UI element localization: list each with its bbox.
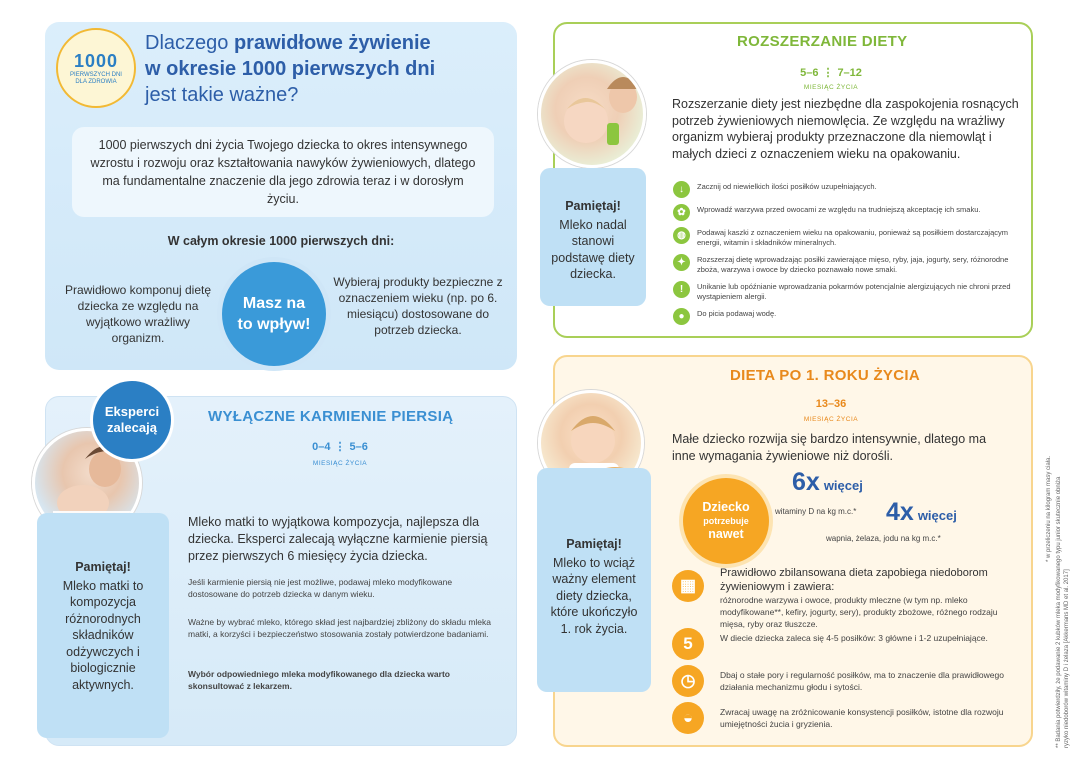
- footnote-study-2: ryzyko niedoborów witaminy D i żelaza [Akkermans MD et al. 2017]: [1064, 569, 1070, 748]
- balanced-diet-text: różnorodne warzywa i owoce, produkty mleczne (w tym np. mleko modyfikowane**, kefiry, jogurty, sery), produkty zbożowe, różnego rodzaju mięsa, ryby oraz tłuszcze.: [720, 595, 998, 629]
- variety-icon: ✦: [673, 254, 690, 271]
- breastfeeding-remember-box: [37, 513, 169, 738]
- impact-circle: Masz na to wpływ!: [222, 262, 326, 366]
- breastfeeding-range-unit: MIESIĄC ŻYCIA: [312, 460, 368, 467]
- 1000-days-logo: [56, 28, 136, 108]
- footnotes: [1034, 350, 1074, 750]
- clock-icon: ◷: [672, 665, 704, 697]
- allergy-icon: !: [673, 281, 690, 298]
- diet-expansion-title: ROZSZERZANIE DIETY: [737, 33, 908, 50]
- compose-diet-text: Prawidłowo komponuj dietę dziecka ze względu na wyjątkowo wrażliwy organizm.: [64, 283, 212, 345]
- list-item: ◍ Podawaj kaszki z oznaczeniem wieku na opakowaniu, ponieważ są posiłkiem dostarczającym energii, witamin i składników mineralnych.: [673, 226, 1018, 248]
- minerals-note: wapnia, żelaza, jodu na kg m.c.*: [826, 534, 941, 543]
- list-item: ✿ Wprowadź warzywa przed owocami ze względu na trudniejszą akceptację ich smaku.: [673, 203, 1018, 221]
- after-first-year-range-unit: MIESIĄC ŻYCIA: [803, 416, 859, 423]
- vitamin-d-note: witaminy D na kg m.c.*: [775, 507, 857, 516]
- formula-paragraph: Jeśli karmienie piersią nie jest możliwe, podawaj mleko modyfikowane dostosowane do potrzeb dziecka w danym wieku.: [188, 577, 453, 599]
- logo-number: 1000: [73, 50, 119, 71]
- balanced-diet-heading: Prawidłowo zbilansowana dieta zapobiega niedoborom żywieniowym i zawiera:: [720, 567, 988, 593]
- remember-title: Pamiętaj!: [565, 199, 621, 213]
- period-heading: W całym okresie 1000 pierwszych dni:: [167, 234, 395, 248]
- intro-box: [72, 127, 494, 217]
- minerals-multiplier: 4x więcej: [886, 498, 957, 526]
- balanced-diet-row: [672, 566, 1017, 629]
- consistency-row: [672, 702, 1017, 736]
- intro-text: 1000 pierwszych dni życia Twojego dziecka to okres intensywnego wzrostu i rozwoju oraz kształtowania nawyków żywieniowych, dlatego ma fundamentalne znaczenie dla jego zdrowia teraz i w dorosłym życiu.: [90, 138, 476, 206]
- composition-paragraph: Ważne by wybrać mleko, którego skład jest najbardziej zbliżony do składu mleka matki, a korzyści i bezpieczeństwo stosowania zostały potwierdzone badaniami.: [188, 617, 491, 639]
- breastfeeding-lead: Mleko matki to wyjątkowa kompozycja, najlepsza dla dziecka. Eksperci zalecają wyłączne karmienie piersią przez pierwszych 6 miesięcy życia dziecka.: [188, 515, 488, 563]
- list-item: ✦ Rozszerzaj dietę wprowadzając posiłki zawierające mięso, ryby, jaja, jogurty, sery, różnorodne zboża, warzywa i owoce by dziecko poznawało nowe smaki.: [673, 253, 1018, 275]
- diet-expansion-remember-box: [540, 168, 646, 306]
- five-meals-icon: 5: [672, 628, 704, 660]
- breastfeeding-range: 0–4 ⋮ 5–6: [312, 441, 368, 453]
- page-title: Dlaczego prawidłowe żywienie w okresie 1000 pierwszych dni jest takie ważne?: [145, 32, 436, 106]
- porridge-icon: ◍: [673, 227, 690, 244]
- small-portion-icon: ↓: [673, 181, 690, 198]
- remember-title: Pamiętaj!: [566, 537, 622, 551]
- diet-expansion-photo: [538, 60, 646, 168]
- diet-expansion-range-unit: MIESIĄC ŻYCIA: [803, 84, 859, 91]
- list-item: ↓ Zacznij od niewielkich ilości posiłków uzupełniających.: [673, 180, 1018, 198]
- consistency-text: Zwracaj uwagę na zróżnicowanie konsystencji posiłków, istotne dla rozwoju umiejętności żucia i gryzienia.: [720, 707, 1004, 729]
- remember-text: Mleko to wciąż ważny element diety dziecka, które ukończyło 1. rok życia.: [550, 555, 638, 636]
- after-first-year-remember-box: [537, 468, 651, 692]
- after-first-year-range: 13–36: [815, 398, 847, 410]
- diet-expansion-lead: Rozszerzanie diety jest niezbędne dla zaspokojenia rosnących potrzeb żywieniowych niemowlęcia. Ze względu na wrażliwy organizm wybieraj produkty przeznaczone dla niemowląt i małych dzieci z oznaczeniem wieku na opakowaniu.: [672, 97, 1019, 161]
- meals-count-text: W diecie dziecka zaleca się 4-5 posiłków: 3 główne i 1-2 uzupełniające.: [720, 633, 988, 643]
- diet-expansion-range: 5–6 ⋮ 7–12: [800, 67, 862, 79]
- list-item: ● Do picia podawaj wodę.: [673, 307, 1018, 325]
- list-item: ! Unikanie lub opóźnianie wprowadzania pokarmów potencjalnie alergizujących nie chroni przed wystąpieniem alergii.: [673, 280, 1018, 302]
- meals-count-row: [672, 628, 1017, 662]
- food-pyramid-icon: ▦: [672, 570, 704, 602]
- after-first-year-lead: Małe dziecko rozwija się bardzo intensywnie, dlatego ma inne wymagania żywieniowe niż dorośli.: [672, 432, 987, 463]
- water-icon: ●: [673, 308, 690, 325]
- regular-meals-text: Dbaj o stałe pory i regularność posiłków, ma to znaczenie dla prawidłowego działania mechanizmu głodu i sytości.: [720, 670, 1004, 692]
- breastfeeding-title: WYŁĄCZNE KARMIENIE PIERSIĄ: [208, 408, 454, 425]
- bowl-icon: ◒: [672, 702, 704, 734]
- regular-meals-row: [672, 665, 1017, 699]
- footnote-study-1: ** Badania potwierdziły, że podawanie 2 kubków mleka modyfikowanego typu junior skutecznie obniża: [1056, 476, 1062, 748]
- after-first-year-title: DIETA PO 1. ROKU ŻYCIA: [730, 367, 920, 384]
- consult-doctor-paragraph: Wybór odpowiedniego mleka modyfikowanego dla dziecka warto skonsultować z lekarzem.: [188, 669, 450, 691]
- diet-expansion-tips: [673, 180, 1018, 330]
- logo-caption: PIERWSZYCH DNI DLA ZDROWIA: [70, 71, 122, 85]
- remember-text: Mleko matki to kompozycja różnorodnych składników odżywczych i biologicznie aktywnych.: [62, 578, 144, 692]
- vitamin-d-multiplier: 6x więcej: [792, 468, 863, 496]
- choose-products-text: Wybieraj produkty bezpieczne z oznaczeniem wieku (np. po 6. miesiącu) dostosowane do potrzeb dziecka.: [333, 275, 503, 337]
- footnote-kg: * w przeliczeniu na kilogram masy ciała.: [1046, 455, 1052, 562]
- experts-recommend-badge: Eksperci zalecają: [93, 381, 171, 459]
- remember-text: Mleko nadal stanowi podstawę diety dziecka.: [551, 217, 635, 281]
- remember-title: Pamiętaj!: [75, 560, 131, 574]
- child-needs-circle: Dziecko potrzebuje nawet: [683, 478, 769, 564]
- vegetable-icon: ✿: [673, 204, 690, 221]
